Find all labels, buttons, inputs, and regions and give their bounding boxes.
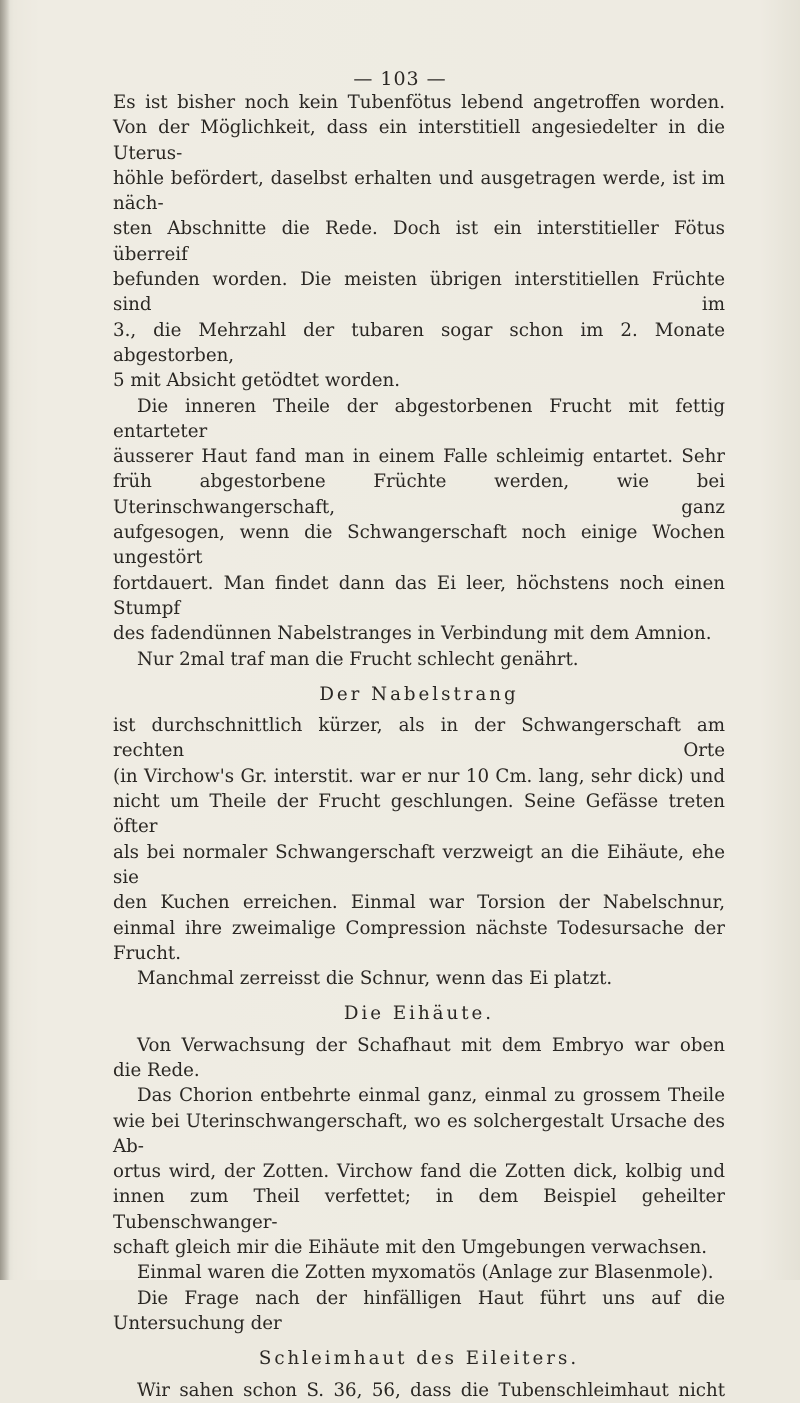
text-line: aufgesogen, wenn die Schwangerschaft noch einige Wochen ungestört [113, 522, 725, 569]
text-line: höhle befördert, daselbst erhalten und ausgetragen werde, ist im näch- [113, 167, 725, 215]
text-line: als bei normaler Schwangerschaft verzweigt an die Eihäute, ehe sie [113, 841, 725, 888]
text-line: 5 mit Absicht getödtet worden. [113, 370, 401, 392]
page-number: — 103 — [353, 68, 447, 90]
text-line: innen zum Theil verfettet; in dem Beispiel geheilter Tubenschwanger- [113, 1186, 725, 1233]
text-line: Einmal waren die Zotten myxomatös (Anlage zur Blasenmole). [137, 1262, 714, 1284]
text-line: 3., die Mehrzahl der tubaren sogar schon im 2. Monate abgestorben, [113, 319, 725, 366]
text-line: fortdauert. Man findet dann das Ei leer, höchstens noch einen Stumpf [113, 572, 725, 619]
text-line: nicht um Theile der Frucht geschlungen. Seine Gefässe treten öfter [113, 791, 725, 838]
text-line: die Rede. [113, 1059, 200, 1081]
section-heading-schleimhaut: Schleimhaut des Eileiters. [258, 1348, 580, 1370]
text-line: befunden worden. Die meisten übrigen interstitiellen Früchte sind im [113, 269, 725, 316]
text-line: Die Frage nach der hinfälligen Haut führt uns auf die [137, 1287, 725, 1309]
text-line: sten Abschnitte die Rede. Doch ist ein interstitieller Fötus überreif [113, 218, 725, 265]
text-line: ortus wird, der Zotten. Virchow fand die Zotten dick, kolbig und [113, 1161, 725, 1183]
section-heading-eihaeute: Die Eihäute. [343, 1003, 495, 1025]
text-line: Von Verwachsung der Schafhaut mit dem Embryo war oben [137, 1034, 725, 1056]
text-line: schaft gleich mir die Eihäute mit den Umgebungen verwachsen. [113, 1237, 708, 1259]
body-text [113, 90, 725, 1403]
text-line: Die inneren Theile der abgestorbenen Frucht mit fettig entarteter [113, 395, 725, 442]
text-line: ist durchschnittlich kürzer, als in der Schwangerschaft am rechten Orte [113, 715, 725, 762]
text-line: Manchmal zerreisst die Schnur, wenn das Ei platzt. [137, 968, 613, 990]
text-line: Untersuchung der [113, 1312, 282, 1334]
text-line: Wir sahen schon S. 36, 56, dass die Tubenschleimhaut nicht [137, 1379, 725, 1401]
text-line: Das Chorion entbehrte einmal ganz, einmal zu grossem Theile [137, 1085, 725, 1107]
text-line: Von der Möglichkeit, dass ein interstitiell angesiedelter in die Uterus- [113, 117, 725, 164]
section-heading-nabelstrang: Der Nabelstrang [319, 683, 519, 705]
text-line: wie bei Uterinschwangerschaft, wo es solchergestalt Ursache des Ab- [113, 1110, 725, 1157]
text-line: (in Virchow's Gr. interstit. war er nur 10 Cm. lang, sehr dick) und [113, 765, 725, 787]
text-line: Nur 2mal traf man die Frucht schlecht genährt. [137, 648, 579, 670]
text-line: Es ist bisher noch kein Tubenfötus lebend angetroffen worden. [113, 92, 725, 113]
page-edge-shadow [0, 0, 10, 1280]
text-line: äusserer Haut fand man in einem Falle schleimig entartet. Sehr [113, 446, 725, 468]
text-line: des fadendünnen Nabelstranges in Verbindung mit dem Amnion. [113, 623, 712, 645]
text-line: früh abgestorbene Früchte werden, wie bei Uterinschwangerschaft, ganz [113, 471, 725, 518]
text-line: den Kuchen erreichen. Einmal war Torsion der Nabelschnur, [113, 892, 725, 914]
text-line: einmal ihre zweimalige Compression nächste Todesursache der Frucht. [113, 917, 725, 964]
